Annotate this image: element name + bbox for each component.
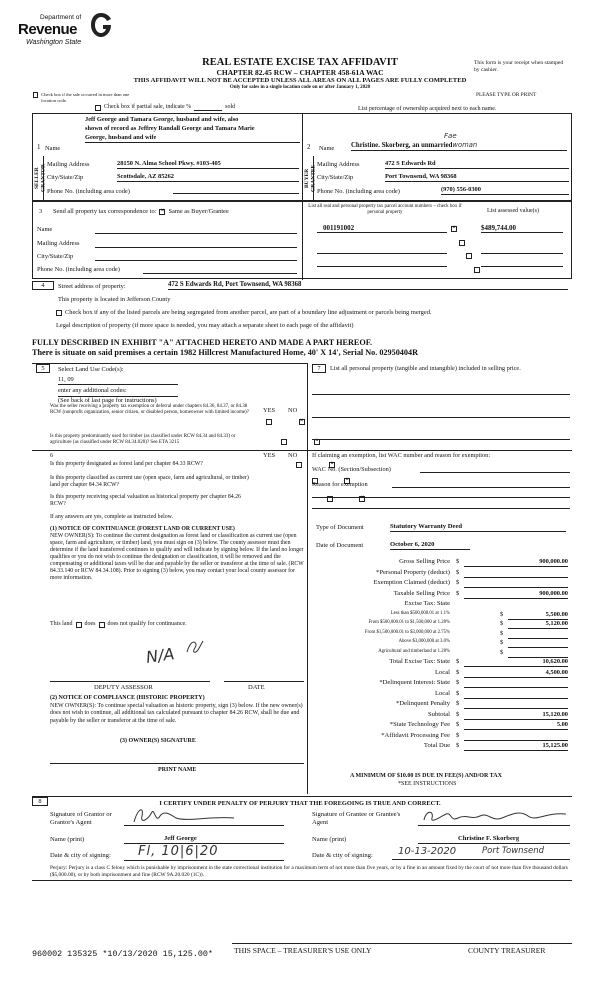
s3-name-label: Name xyxy=(37,226,53,233)
seller-name-line1: Jeff George and Tamara George, husband and wife, also xyxy=(85,116,239,123)
s8-num-box xyxy=(32,797,48,806)
s5-q2: Is this property predominantly used for timber (as classified under RCW 84.34 and 84.33) or agriculture (as classified under RCW 84.34.020)? See ETA 3215 xyxy=(50,434,236,445)
s8-date-label-1: Date & city of signing: xyxy=(50,852,111,859)
calc-dollar: $ xyxy=(456,679,460,686)
calc-dollar: $ xyxy=(456,658,460,665)
calc-label: Local xyxy=(434,668,450,676)
segregated-checkbox[interactable] xyxy=(56,310,62,316)
grantee-date-field xyxy=(392,846,570,860)
parcel-4-personal-checkbox[interactable] xyxy=(474,267,480,273)
s5-num: 5 xyxy=(41,365,45,372)
party-box xyxy=(32,113,572,201)
calc-amount xyxy=(464,569,568,578)
calc-row xyxy=(312,742,568,752)
calc-row xyxy=(312,630,568,639)
form-warning: THIS AFFIDAVIT WILL NOT BE ACCEPTED UNLESS ALL AREAS ON ALL PAGES ARE FULLY COMPLETED xyxy=(133,77,467,84)
multi-location-row xyxy=(33,92,133,103)
calc-dollar: $ xyxy=(456,689,460,697)
calc-label: Exemption Claimed (deduct) xyxy=(373,579,450,586)
calc-amount: 15,120.00 xyxy=(464,711,568,720)
calc-label: Excise Tax: State xyxy=(404,600,450,607)
s7-wac: WAC No. (Section/Subsection) xyxy=(312,466,391,473)
seller-city-label: City/State/Zip xyxy=(47,174,84,181)
calc-row xyxy=(312,711,568,721)
calc-dollar: $ xyxy=(456,710,460,718)
calc-dollar: $ xyxy=(500,610,504,618)
s7-text: List all personal property (tangible and intangible) included in selling price. xyxy=(330,365,521,372)
s3-send-label: Send all property tax correspondence to: xyxy=(53,208,157,215)
s5-select: Select Land Use Code(s): xyxy=(58,366,124,373)
calc-dollar: $ xyxy=(456,568,460,576)
s6-print-name: PRINT NAME xyxy=(158,767,197,773)
buyer-name-fae: Fae xyxy=(444,132,457,140)
calc-amount: 10,620.00 xyxy=(464,658,568,667)
calc-amount: 900,000.00 xyxy=(464,590,568,599)
calc-amount xyxy=(508,639,568,648)
calc-label: From $1,500,000.01 to $3,000,000 at 2.75% xyxy=(364,629,450,635)
calc-amount xyxy=(464,579,568,588)
calc-amount xyxy=(464,679,568,688)
s6-num: 6 xyxy=(50,452,54,459)
footer-space: THIS SPACE – TREASURER'S USE ONLY xyxy=(234,946,372,955)
deputy-line[interactable] xyxy=(50,680,210,682)
partial-sale-row xyxy=(95,104,235,111)
s7-reason-line-2[interactable] xyxy=(312,496,570,498)
s8-sig-label-1: Signature of Grantor or Grantor's Agent xyxy=(50,811,112,826)
calc-label: *Delinquent Penalty xyxy=(395,700,450,707)
parcel-2-personal-checkbox[interactable] xyxy=(459,240,465,246)
please-type: PLEASE TYPE OR PRINT xyxy=(476,92,537,98)
seller-name-line3: George, husband and wife xyxy=(85,134,300,143)
buyer-section xyxy=(303,114,573,202)
parcel-3-personal-checkbox[interactable] xyxy=(466,253,472,259)
calc-note-2: *SEE INSTRUCTIONS xyxy=(398,781,457,787)
s7-date: October 6, 2020 xyxy=(390,541,470,550)
s3-phone-label: Phone No. (including area code) xyxy=(37,266,120,273)
s6-deputy: DEPUTY ASSESSOR xyxy=(94,684,153,691)
footer-county: COUNTY TREASURER xyxy=(468,946,546,955)
buyer-phone: (970) 556-0300 xyxy=(441,186,569,195)
calc-dollar: $ xyxy=(456,700,460,707)
buyer-side-text: BUYER GRANTEE xyxy=(304,164,317,192)
calc-label: From $500,000.01 to $1,500,000 at 1.28% xyxy=(368,620,450,625)
calc-label: Above $3,000,000 at 3.0% xyxy=(398,639,450,644)
s8-name-label-2: Name (print) xyxy=(312,836,347,843)
calc-label: Subtotal xyxy=(428,710,450,718)
calc-label: Total Excise Tax: State xyxy=(389,658,450,665)
partial-sale-label: Check box if partial sale, indicate % xyxy=(104,104,192,110)
s7-reason-line-3[interactable] xyxy=(312,507,570,509)
buyer-name-label: Name xyxy=(319,145,335,152)
assessed-line-3[interactable] xyxy=(481,259,563,267)
s5-q2-yes-checkbox[interactable] xyxy=(281,439,287,445)
s8-sig-label-2: Signature of Grantee or Grantee's Agent xyxy=(312,811,401,826)
dor-logo-sub: Washington State xyxy=(26,39,82,46)
seller-phone-label: Phone No. (including area code) xyxy=(47,188,130,195)
s6-q1: Is this property designated as forest land per chapter 84.33 RCW? xyxy=(50,461,203,467)
s7-wac-field[interactable] xyxy=(420,466,570,473)
s7-type-label: Type of Document xyxy=(316,524,364,531)
multi-location-label: Check box if the sale occurred in more than one location code. xyxy=(41,92,130,103)
s5-see-back: (See back of last page for instructions) xyxy=(58,397,157,404)
grantee-date: 10-13-2020 xyxy=(398,846,457,857)
calc-label: Less than $500,000.01 at 1.1% xyxy=(390,610,450,616)
partial-sale-sold: sold xyxy=(225,104,236,110)
calc-amount: 900,000.00 xyxy=(464,558,568,567)
calc-label: *Delinquent Interest: State xyxy=(379,679,450,686)
section-3 xyxy=(32,201,572,279)
s6-q3: Is this property receiving special valuation as historical property per chapter 84.26 RCW? xyxy=(50,494,241,507)
s3-name-field[interactable] xyxy=(95,226,297,234)
seller-name-line2: shown of record as Jeffrey Randall George and Tamara Marie xyxy=(85,125,255,132)
s8-top-rule xyxy=(32,796,572,797)
s5-enter-any: enter any additional codes: xyxy=(58,387,127,394)
calc-dollar: $ xyxy=(456,668,460,676)
calc-amount: 15,125.00 xyxy=(464,742,568,751)
s5-yes: YES xyxy=(263,407,276,414)
s3-assessed-header: List assessed value(s) xyxy=(487,208,539,214)
s6-does-not: does not qualify for continuance. xyxy=(107,621,187,627)
dor-logo-main: Revenue xyxy=(18,21,78,38)
calc-row xyxy=(312,700,568,710)
calc-row xyxy=(312,639,568,648)
parcel-line-2[interactable] xyxy=(317,246,447,254)
calc-row xyxy=(312,620,568,629)
grantor-date: Fl, 10|6|20 xyxy=(124,844,284,861)
s6-yes: YES xyxy=(263,452,276,459)
s4-legal-label: Legal description of property (if more space is needed, you may attach a separate sheet to each page of the affidavit) xyxy=(56,322,354,329)
form-chapter: CHAPTER 82.45 RCW – CHAPTER 458-61A WAC xyxy=(216,68,384,77)
s4-num-box xyxy=(32,281,54,290)
grantor-signature-icon xyxy=(130,806,240,828)
s5-q1-yes-checkbox[interactable] xyxy=(266,419,272,425)
s3-city-label: City/State/Zip xyxy=(37,253,74,260)
partial-sale-checkbox[interactable] xyxy=(95,105,101,111)
calc-row xyxy=(312,690,568,700)
s7-reason-field[interactable] xyxy=(392,481,570,488)
calc-amount: 5,120.00 xyxy=(508,620,568,629)
calc-dollar: $ xyxy=(500,620,504,627)
only-sales-note: Only for sales in a single location code on or after January 1, 2020 xyxy=(229,85,371,90)
s6-owner-sig: (3) OWNER(S) SIGNATURE xyxy=(120,738,196,744)
buyer-name-first: Christine xyxy=(351,142,379,149)
s5-q1: Was the seller receiving a property tax exemption or deferral under chapters 84.36, 84.37, or 84.38 RCW (nonprofit organization, senior citizen, or disabled person, homeowner with limited income)? xyxy=(50,404,249,415)
calc-dollar: $ xyxy=(456,721,460,728)
dor-logo-top: Department of xyxy=(40,14,82,21)
parcel-line-3[interactable] xyxy=(317,259,447,267)
calc-dollar: $ xyxy=(456,742,460,749)
buyer-mail-label: Mailing Address xyxy=(317,161,360,168)
grantee-signature-icon xyxy=(420,806,570,828)
calc-amount xyxy=(464,700,568,709)
legal-line-2: There is situate on said premises a certain 1982 Hillcrest Manufactured Home, 40' X 14', Serial No. 02950404R xyxy=(32,348,418,357)
s4-segregated-row xyxy=(56,309,432,317)
calc-row xyxy=(312,732,568,742)
assessed-line-2[interactable] xyxy=(481,246,563,254)
calc-row xyxy=(312,590,568,600)
multi-location-checkbox[interactable] xyxy=(33,92,38,98)
assessed-value: $489,744.00 xyxy=(481,224,563,233)
s8-perjury: Perjury: Perjury is a class C felony which is punishable by imprisonment in the state correctional institution for a maximum term of not more than five years, or by a fine in an amount fixed by the court of not more than five thousand dollars ($5,000.00), or by both imprisonment and fine (RCW 9A.20.020 (1C)). xyxy=(50,865,568,878)
s6-qualify-row xyxy=(50,621,187,628)
calc-dollar: $ xyxy=(456,731,460,739)
s8-name-label-1: Name (print) xyxy=(50,836,85,843)
grantee-name: Christine F. Skorberg xyxy=(418,835,570,844)
s3-mail-field[interactable] xyxy=(95,240,297,248)
dor-logo xyxy=(14,10,124,54)
s6-date: DATE xyxy=(248,684,265,691)
s4-num: 4 xyxy=(41,282,45,289)
s6-initial-scribble-icon xyxy=(184,638,206,656)
s6-notice2-title: (2) NOTICE OF COMPLIANCE (HISTORIC PROPERTY) xyxy=(50,695,205,701)
seller-side-label xyxy=(34,156,47,200)
calc-dollar: $ xyxy=(456,558,460,565)
s4-street-label: Street address of property: xyxy=(58,283,126,290)
same-as-buyer-checkbox[interactable] xyxy=(159,209,165,215)
calc-amount xyxy=(464,690,568,699)
s6-q2: Is this property classified as current use (open space, farm and agricultural, or timber) land per chapter 84.34 RCW? xyxy=(50,475,249,488)
list-pct-note: List percentage of ownership acquired next to each name. xyxy=(358,106,497,112)
calc-row xyxy=(312,558,568,568)
s5-code: 11, 09 xyxy=(58,376,178,385)
s6-notice1-body: NEW OWNER(S): To continue the current designation as forest land or classification as current use (open space, farm and agriculture, or timber) land, you must sign on (3) below. The county assessor must then determine if the land transferred continues to qualify and will indicate by signing below. If the land no longer qualifies or you do not wish to continue the designation or classification, it will be removed and the compensating or additional taxes will be due and payable by the seller or transferor at the time of sale. (RCW 84.33.140 or RCW 84.34.108). Prior to signing (3) below, you may contact your local county assessor for more information. xyxy=(50,533,304,582)
parcel-1-personal-checkbox[interactable] xyxy=(451,226,457,232)
s3-list-header: List all real and personal property tax parcel account numbers – check box if personal property xyxy=(308,204,462,215)
footer-rule xyxy=(232,943,572,944)
receipt-note: This form is your receipt when stamped by cashier. xyxy=(474,60,564,73)
calc-amount xyxy=(508,630,568,639)
buyer-num: 2 xyxy=(307,143,311,151)
s3-left xyxy=(33,202,303,280)
s6-this-land: This land xyxy=(50,621,73,627)
s3-mail-label: Mailing Address xyxy=(37,240,80,247)
calc-label: *Personal Property (deduct) xyxy=(376,568,450,576)
calc-label: *Affidavit Processing Fee xyxy=(381,731,450,739)
buyer-city: Port Townsend, WA 98368 xyxy=(385,173,569,182)
grantor-name: Jeff George xyxy=(124,835,284,844)
parcel-line-1 xyxy=(317,232,447,233)
calc-amount: 4,500.00 xyxy=(464,669,568,678)
s7-pp-line-2[interactable] xyxy=(312,416,570,418)
seller-city: Scottsdale, AZ 85262 xyxy=(117,173,299,182)
calc-row xyxy=(312,569,568,579)
calc-row xyxy=(312,669,568,679)
calc-label: Total Due xyxy=(423,742,450,749)
seller-mail: 28150 N. Alma School Pkwy. #103-405 xyxy=(117,160,299,169)
s6-divider xyxy=(32,450,308,451)
s6-notice2-body: NEW OWNER(S): To continue special valuation as historic property, sign (3) below. If the new owner(s) does not wish to continue, all additional tax calculated pursuant to chapter 84.26 RCW, shall be due and payable by the seller or transferor at the time of sale. xyxy=(50,703,303,724)
s6-no: NO xyxy=(288,452,298,459)
buyer-city-label: City/State/Zip xyxy=(317,174,354,181)
calc-row xyxy=(312,600,568,610)
seller-num: 1 xyxy=(37,143,41,151)
s6-notice1-title: (1) NOTICE OF CONTINUANCE (FOREST LAND OR CURRENT USE) xyxy=(50,526,235,532)
s5-no: NO xyxy=(288,407,298,414)
s7-num: 7 xyxy=(317,365,321,372)
calc-row xyxy=(312,649,568,658)
calc-amount: 5,500.00 xyxy=(508,611,568,620)
seller-side-text: SELLER GRANTOR xyxy=(34,164,47,193)
s7-divider xyxy=(308,450,572,451)
calc-dollar: $ xyxy=(500,648,504,656)
buyer-mail: 472 S Edwards Rd xyxy=(385,160,569,169)
parcel-line-4[interactable] xyxy=(317,272,447,279)
s6-if-yes: If any answers are yes, complete as instructed below. xyxy=(50,514,173,520)
s7-pp-line-1[interactable] xyxy=(312,393,570,395)
buyer-side-label xyxy=(304,156,317,200)
s3-same-label: Same as Buyer/Grantee xyxy=(168,208,229,215)
s4-segregated-label: Check box if any of the listed parcels are being segregated from another parcel, are part of a boundary line adjustment or parcels being merged. xyxy=(65,309,432,316)
s3-phone-field[interactable] xyxy=(143,266,297,274)
s8-num: 8 xyxy=(38,798,42,805)
calc-row xyxy=(312,721,568,731)
calc-dollar: $ xyxy=(500,639,504,646)
calc-row xyxy=(312,611,568,620)
calc-label: Gross Selling Price xyxy=(399,558,450,565)
s6-does-not-checkbox[interactable] xyxy=(99,622,105,628)
dor-logo-emblem-icon xyxy=(90,12,112,38)
grantee-city: Port Townsend xyxy=(482,846,544,856)
s6-q1-yes-checkbox[interactable] xyxy=(296,462,302,468)
s8-bottom-rule xyxy=(32,880,572,881)
s3-num: 3 xyxy=(39,208,43,215)
buyer-name-woman: woman xyxy=(452,141,478,149)
s4-street: 472 S Edwards Rd, Port Townsend, WA 98368 xyxy=(168,281,568,290)
seller-mail-label: Mailing Address xyxy=(47,161,90,168)
calc-amount xyxy=(464,732,568,741)
calc-dollar: $ xyxy=(500,629,504,637)
calc-note-1: A MINIMUM OF $10.00 IS DUE IN FEE(S) AND/OR TAX xyxy=(350,773,502,779)
parcel-number: 001191002 xyxy=(323,224,355,232)
form-title: REAL ESTATE EXCISE TAX AFFIDAVIT xyxy=(202,57,398,68)
calc-amount xyxy=(508,649,568,658)
buyer-phone-label: Phone No. (including area code) xyxy=(317,188,400,195)
seller-name-label: Name xyxy=(45,145,61,152)
treasurer-stamp: 960002 135325 *10/13/2020 15,125.00* xyxy=(32,949,213,959)
s3-city-field[interactable] xyxy=(95,253,297,261)
s7-exemption: If claiming an exemption, list WAC number and reason for exemption: xyxy=(312,452,491,459)
s7-num-box xyxy=(312,364,326,373)
buyer-name-rest: . Skorberg, an unmarried xyxy=(378,142,453,149)
seller-section xyxy=(33,114,303,202)
assessed-line-4[interactable] xyxy=(481,272,563,279)
s4-county: This property is located in Jefferson County xyxy=(58,296,171,303)
calc-label: Agricultural and timberland at 1.28% xyxy=(378,648,450,654)
calc-dollar: $ xyxy=(456,579,460,586)
s6-does-checkbox[interactable] xyxy=(76,622,82,628)
calc-label: Local xyxy=(434,689,450,697)
date-line[interactable] xyxy=(224,680,304,682)
s7-date-label: Date of Document xyxy=(316,542,364,549)
calc-row xyxy=(312,658,568,668)
calc-amount: 5.00 xyxy=(464,721,568,730)
calc-dollar: $ xyxy=(456,589,460,597)
s5-q1-no-checkbox[interactable] xyxy=(299,419,305,425)
s3-right xyxy=(303,202,573,280)
calc-label: *State Technology Fee xyxy=(389,721,450,728)
s7-reason: Reason for exemption xyxy=(312,481,368,488)
s8-date-label-2: Date & city of signing: xyxy=(312,852,373,859)
s6-na-handwritten: N/A xyxy=(144,644,176,667)
s8-certify: I CERTIFY UNDER PENALTY OF PERJURY THAT THE FOREGOING IS TRUE AND CORRECT. xyxy=(159,800,441,807)
s6-does: does xyxy=(84,621,96,627)
s7-pp-line-3[interactable] xyxy=(312,438,570,440)
s5-num-box xyxy=(36,364,50,373)
s3-send-row xyxy=(53,208,229,216)
s7-type: Statutory Warranty Deed xyxy=(390,523,566,532)
seller-phone-field[interactable] xyxy=(173,186,299,194)
buyer-name-field xyxy=(351,141,567,151)
calc-row xyxy=(312,679,568,689)
calc-label: Taxable Selling Price xyxy=(393,589,450,597)
calc-row xyxy=(312,579,568,589)
owner-sig-line[interactable] xyxy=(50,762,304,764)
partial-sale-pct-field[interactable] xyxy=(194,104,222,111)
legal-line-1: FULLY DESCRIBED IN EXHIBIT "A" ATTACHED HERETO AND MADE A PART HEREOF. xyxy=(32,338,373,347)
